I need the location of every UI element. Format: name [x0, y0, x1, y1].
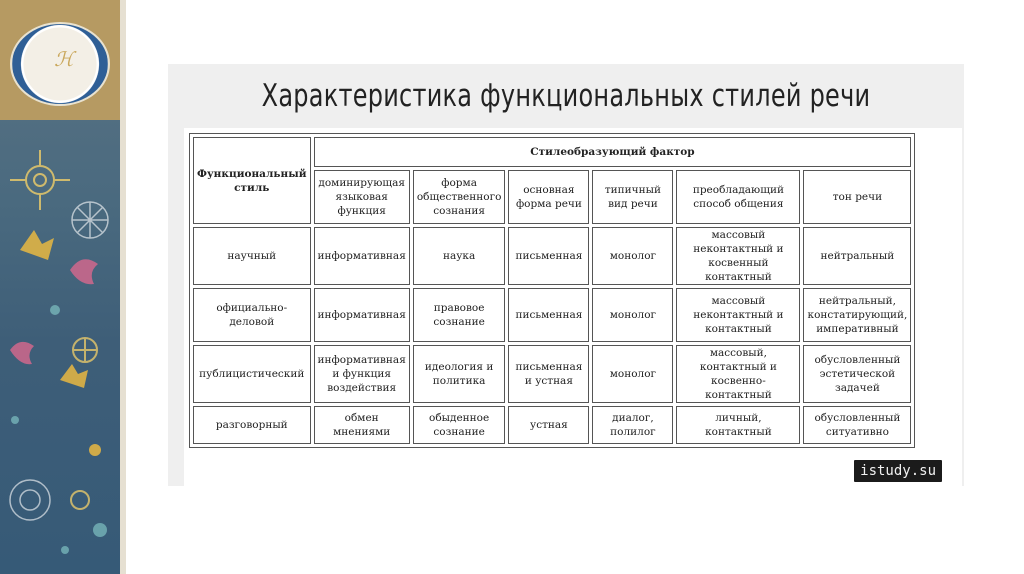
- table-cell: информативная: [314, 227, 410, 285]
- styles-table: [189, 133, 915, 448]
- table-cell: информативная и функция воздействия: [314, 345, 410, 403]
- table-row: [193, 288, 911, 342]
- table-cell: разговорный: [193, 406, 311, 444]
- table-cell: обыденное сознание: [413, 406, 506, 444]
- column-header: форма общественного сознания: [413, 170, 506, 224]
- table-cell: монолог: [592, 288, 673, 342]
- header-style-factor: Стилеобразующий фактор: [314, 137, 912, 167]
- slide-content: [168, 64, 964, 486]
- column-header: тон речи: [803, 170, 911, 224]
- table-cell: письменная и устная: [508, 345, 589, 403]
- column-header: типичный вид речи: [592, 170, 673, 224]
- decorative-side-panel: [0, 0, 126, 574]
- source-watermark: istudy.su: [854, 460, 942, 482]
- table-cell: правовое сознание: [413, 288, 506, 342]
- table-cell: массовый неконтактный и контактный: [676, 288, 800, 342]
- table-cell: нейтральный, констатирующий, императивный: [803, 288, 911, 342]
- slide-title: Характеристика функциональных стилей речи: [261, 78, 871, 114]
- table-cell: массовый, контактный и косвенно-контактный: [676, 345, 800, 403]
- table-cell: официально-деловой: [193, 288, 311, 342]
- table-cell: информативная: [314, 288, 410, 342]
- table-cell: письменная: [508, 288, 589, 342]
- column-header: основная форма речи: [508, 170, 589, 224]
- table-cell: идеология и политика: [413, 345, 506, 403]
- side-divider: [120, 0, 126, 574]
- table-cell: наука: [413, 227, 506, 285]
- table-cell: монолог: [592, 345, 673, 403]
- table-cell: публицистический: [193, 345, 311, 403]
- table-row: [193, 345, 911, 403]
- table-image: [184, 128, 962, 526]
- table-row: [193, 406, 911, 444]
- table-cell: устная: [508, 406, 589, 444]
- table-cell: письменная: [508, 227, 589, 285]
- table-cell: диалог, полилог: [592, 406, 673, 444]
- header-functional-style: Функциональный стиль: [193, 137, 311, 224]
- table-cell: научный: [193, 227, 311, 285]
- emblem-monogram-icon: ℋ: [54, 47, 74, 71]
- decorative-ornament-icon: [0, 120, 126, 574]
- table-cell: монолог: [592, 227, 673, 285]
- table-cell: обмен мнениями: [314, 406, 410, 444]
- column-header: доминирующая языковая функция: [314, 170, 410, 224]
- table-cell: личный, контактный: [676, 406, 800, 444]
- table-cell: обусловленный ситуативно: [803, 406, 911, 444]
- table-cell: массовый неконтактный и косвенный контактный: [676, 227, 800, 285]
- table-row: [193, 227, 911, 285]
- column-header: преобладающий способ общения: [676, 170, 800, 224]
- table-cell: нейтральный: [803, 227, 911, 285]
- table-cell: обусловленный эстетической задачей: [803, 345, 911, 403]
